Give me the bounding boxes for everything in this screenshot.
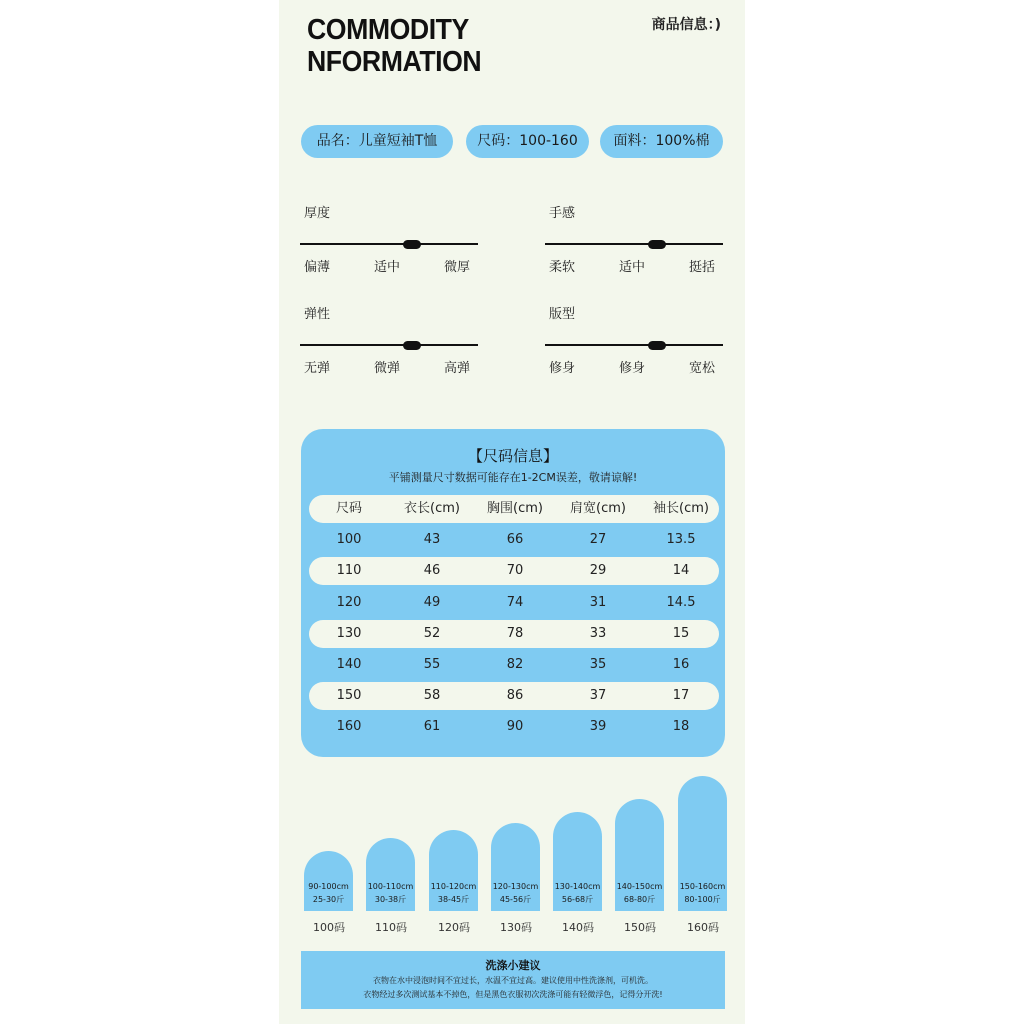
size-guide-height: 130-140cm [554, 882, 601, 891]
size-guide-height: 110-120cm [430, 882, 477, 891]
size-table-cell: 49 [423, 594, 441, 610]
attribute-title: 手感 [549, 206, 576, 221]
size-guide-code: 140码 [562, 921, 594, 934]
product-info-panel [279, 0, 745, 1024]
size-table-cell: 86 [506, 688, 524, 704]
size-table-cell: 29 [589, 563, 607, 579]
attribute-scale-knob [403, 341, 421, 350]
size-table-cell: 160 [336, 719, 362, 735]
size-table-cell: 110 [336, 563, 362, 579]
page-subtitle: 商品信息：) [651, 17, 721, 33]
size-table-cell: 52 [423, 625, 441, 641]
size-table-note: 平铺测量尺寸数据可能存在1-2CM误差，敬请谅解! [388, 471, 638, 484]
size-table-cell: 61 [423, 719, 441, 735]
attribute-title: 版型 [549, 307, 576, 322]
fabric-pill: 面料：100%棉 [600, 125, 723, 158]
size-table-row [309, 620, 719, 648]
size-guide-weight: 56-68斤 [561, 895, 594, 904]
size-table-header-cell: 衣长(cm) [404, 501, 460, 516]
size-table-card [301, 429, 725, 757]
size-guide-weight: 68-80斤 [623, 895, 656, 904]
size-guide-code: 150码 [624, 921, 656, 934]
size-table-row [309, 526, 719, 554]
size-table-header-cell: 胸围(cm) [487, 501, 543, 516]
scale-tick-low: 修身 [549, 361, 576, 376]
size-table-row [309, 557, 719, 585]
scale-tick-mid: 修身 [619, 361, 646, 376]
size-table-cell: 46 [423, 563, 441, 579]
size-table-cell: 39 [589, 719, 607, 735]
size-table-cell: 58 [423, 688, 441, 704]
scale-tick-mid: 微弹 [374, 361, 401, 376]
size-table-header-cell: 袖长(cm) [653, 501, 709, 516]
size-table-cell: 74 [506, 594, 524, 610]
size-guide-weight: 80-100斤 [684, 895, 721, 904]
size-guide-code: 130码 [500, 921, 532, 934]
size-table-cell: 100 [336, 532, 362, 548]
size-table-cell: 120 [336, 594, 362, 610]
size-table-row [309, 651, 719, 679]
size-table-cell: 14 [672, 563, 690, 579]
size-table-cell: 15 [672, 625, 690, 641]
size-table-cell: 31 [589, 594, 607, 610]
size-table-cell: 37 [589, 688, 607, 704]
washing-tip-line: 衣物在水中浸泡时间不宜过长，水温不宜过高。建议使用中性洗涤剂，可机洗。 [373, 976, 653, 985]
scale-tick-mid: 适中 [374, 260, 401, 275]
product-name-pill: 品名：儿童短袖T恤 [301, 125, 453, 158]
size-table-cell: 13.5 [666, 532, 696, 548]
size-table-cell: 27 [589, 532, 607, 548]
page-title [307, 14, 546, 78]
scale-tick-low: 偏薄 [304, 260, 331, 275]
size-guide-height: 140-150cm [616, 882, 663, 891]
size-table-row [309, 713, 719, 741]
size-guide-height: 120-130cm [492, 882, 539, 891]
size-table-title: 【尺码信息】 [467, 447, 558, 465]
size-table-cell: 140 [336, 657, 362, 672]
scale-tick-low: 无弹 [304, 361, 331, 376]
size-guide-weight: 45-56斤 [499, 895, 532, 904]
attribute-scale-knob [403, 240, 421, 249]
size-table-cell: 78 [506, 625, 524, 641]
washing-tips-title: 洗涤小建议 [485, 959, 541, 972]
size-table-cell: 82 [506, 657, 524, 672]
size-guide-code: 100码 [313, 921, 345, 934]
scale-tick-high: 挺括 [689, 260, 716, 275]
attribute-scale-track [300, 344, 478, 346]
attribute-scale-track [545, 344, 723, 346]
size-table-cell: 16 [672, 657, 690, 672]
size-range-pill: 尺码：100-160 [466, 125, 589, 158]
size-table-cell: 35 [589, 657, 607, 672]
scale-tick-low: 柔软 [549, 260, 576, 275]
scale-tick-high: 宽松 [689, 361, 716, 376]
size-table-header-cell: 尺码 [335, 501, 362, 516]
size-guide-weight: 30-38斤 [374, 895, 407, 904]
size-table-cell: 17 [672, 688, 690, 704]
scale-tick-mid: 适中 [619, 260, 646, 275]
attribute-title: 弹性 [304, 307, 331, 322]
attribute-scale-track [300, 243, 478, 245]
size-table-cell: 55 [423, 657, 441, 672]
size-guide-weight: 25-30斤 [312, 895, 345, 904]
scale-tick-high: 高弹 [444, 361, 471, 376]
attribute-title: 厚度 [304, 206, 331, 221]
title-line-1: COMMODITY [307, 14, 469, 46]
size-table-cell: 14.5 [666, 594, 696, 610]
size-table-row [309, 589, 719, 617]
size-table-cell: 18 [672, 719, 690, 735]
size-guide-code: 160码 [687, 921, 719, 934]
title-line-2: NFORMATION [307, 46, 482, 78]
size-table-cell: 33 [589, 625, 607, 641]
size-table-header-row [309, 495, 719, 523]
size-guide-height: 90-100cm [308, 882, 349, 891]
size-table-row [309, 682, 719, 710]
size-table-cell: 70 [506, 563, 524, 579]
attribute-scale-track [545, 243, 723, 245]
scale-tick-high: 微厚 [444, 260, 471, 275]
size-guide-height: 100-110cm [367, 882, 414, 891]
size-guide-code: 110码 [375, 921, 407, 934]
attribute-scale-knob [648, 341, 666, 350]
size-guide-code: 120码 [438, 921, 470, 934]
size-table-cell: 150 [336, 688, 362, 704]
size-guide-weight: 38-45斤 [437, 895, 470, 904]
size-table-header-cell: 肩宽(cm) [570, 501, 626, 516]
size-table-cell: 43 [423, 532, 441, 548]
size-guide-height: 150-160cm [679, 882, 726, 891]
size-table-cell: 66 [506, 532, 524, 548]
washing-tip-line: 衣物经过多次测试基本不掉色，但是黑色衣服初次洗涤可能有轻微浮色，记得分开洗! [363, 990, 663, 999]
attribute-scale-knob [648, 240, 666, 249]
size-table-cell: 130 [336, 625, 362, 641]
size-table-cell: 90 [506, 719, 524, 735]
washing-tips [301, 951, 725, 1009]
